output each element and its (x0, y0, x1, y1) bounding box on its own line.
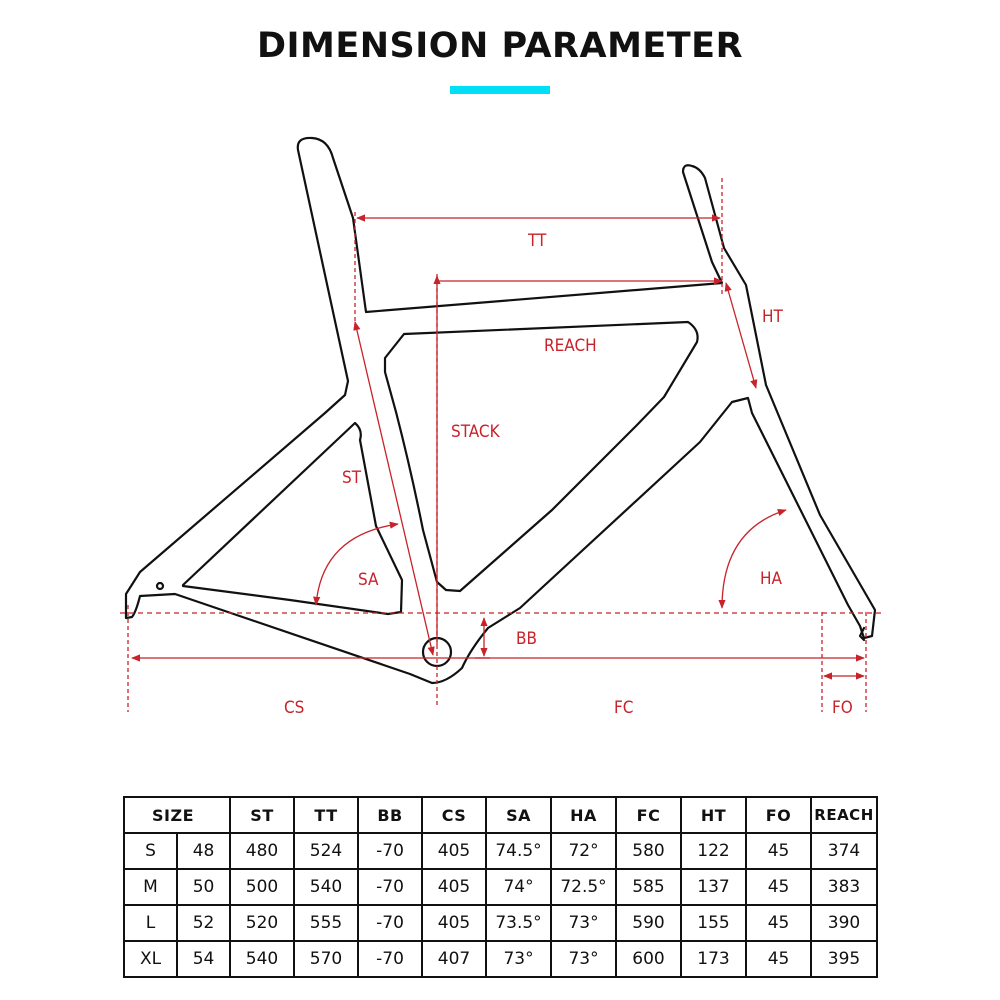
dimension-lines (120, 178, 885, 712)
size-spec-table (123, 796, 878, 978)
table-cell: 520 (230, 905, 294, 941)
table-row (124, 905, 877, 941)
table-cell: 73° (486, 941, 551, 977)
table-row (124, 869, 877, 905)
header-cell-ha: HA (551, 797, 616, 833)
table-cell: 405 (422, 833, 486, 869)
table-cell: 48 (177, 833, 230, 869)
label-st: ST (342, 468, 362, 488)
label-sa: SA (358, 570, 379, 590)
front-triangle-cutout (385, 322, 698, 591)
table-cell: 73.5° (486, 905, 551, 941)
header-cell-ht: HT (681, 797, 746, 833)
table-cell: 585 (616, 869, 681, 905)
header-cell-cs: CS (422, 797, 486, 833)
table-cell: 122 (681, 833, 746, 869)
rear-dropout-hole (157, 583, 163, 589)
table-cell: 405 (422, 869, 486, 905)
header-cell-st: ST (230, 797, 294, 833)
table-cell: S (124, 833, 177, 869)
table-row (124, 833, 877, 869)
label-tt: TT (528, 231, 547, 251)
label-ht: HT (762, 307, 783, 327)
table-header-row (124, 797, 877, 833)
label-bb: BB (516, 629, 537, 649)
header-cell-fc: FC (616, 797, 681, 833)
table-cell: 570 (294, 941, 358, 977)
bike-frame-outline (126, 138, 875, 683)
table-cell: 395 (811, 941, 877, 977)
table-cell: L (124, 905, 177, 941)
table-cell: 45 (746, 869, 811, 905)
table-cell: 524 (294, 833, 358, 869)
ht-arrow (726, 283, 756, 388)
table-cell: -70 (358, 869, 422, 905)
table-cell: 52 (177, 905, 230, 941)
page-title: DIMENSION PARAMETER (256, 26, 744, 66)
label-fc: FC (614, 698, 634, 718)
table-cell: 155 (681, 905, 746, 941)
table-cell: 500 (230, 869, 294, 905)
table-cell: 374 (811, 833, 877, 869)
frame-outer-outline (126, 138, 875, 683)
label-ha: HA (760, 569, 782, 589)
label-stack: STACK (451, 422, 500, 442)
table-cell: 390 (811, 905, 877, 941)
table-cell: 540 (230, 941, 294, 977)
table-cell: 600 (616, 941, 681, 977)
header-cell-sa: SA (486, 797, 551, 833)
table-cell: 73° (551, 941, 616, 977)
header-cell-tt: TT (294, 797, 358, 833)
label-fo: FO (832, 698, 853, 718)
table-cell: -70 (358, 941, 422, 977)
table-cell: 540 (294, 869, 358, 905)
header-cell-size: SIZE (124, 797, 230, 833)
table-cell: -70 (358, 905, 422, 941)
table-cell: 72.5° (551, 869, 616, 905)
table-cell: 74.5° (486, 833, 551, 869)
table-cell: 173 (681, 941, 746, 977)
table-cell: 555 (294, 905, 358, 941)
ha-arc (722, 510, 786, 608)
header-cell-reach: REACH (811, 797, 877, 833)
header-cell-bb: BB (358, 797, 422, 833)
table-cell: 405 (422, 905, 486, 941)
table-cell: M (124, 869, 177, 905)
table-cell: 580 (616, 833, 681, 869)
table-cell: XL (124, 941, 177, 977)
table-cell: 590 (616, 905, 681, 941)
table-cell: 45 (746, 941, 811, 977)
table-cell: 73° (551, 905, 616, 941)
table-cell: 45 (746, 833, 811, 869)
st-arrow (355, 322, 433, 655)
sa-arc (316, 524, 398, 605)
table-cell: 480 (230, 833, 294, 869)
table-cell: -70 (358, 833, 422, 869)
table-cell: 383 (811, 869, 877, 905)
table-cell: 45 (746, 905, 811, 941)
label-cs: CS (284, 698, 305, 718)
table-cell: 54 (177, 941, 230, 977)
table-cell: 50 (177, 869, 230, 905)
table-cell: 74° (486, 869, 551, 905)
table-cell: 137 (681, 869, 746, 905)
table-cell: 72° (551, 833, 616, 869)
label-reach: REACH (544, 336, 597, 356)
table-cell: 407 (422, 941, 486, 977)
header-cell-fo: FO (746, 797, 811, 833)
table-row (124, 941, 877, 977)
